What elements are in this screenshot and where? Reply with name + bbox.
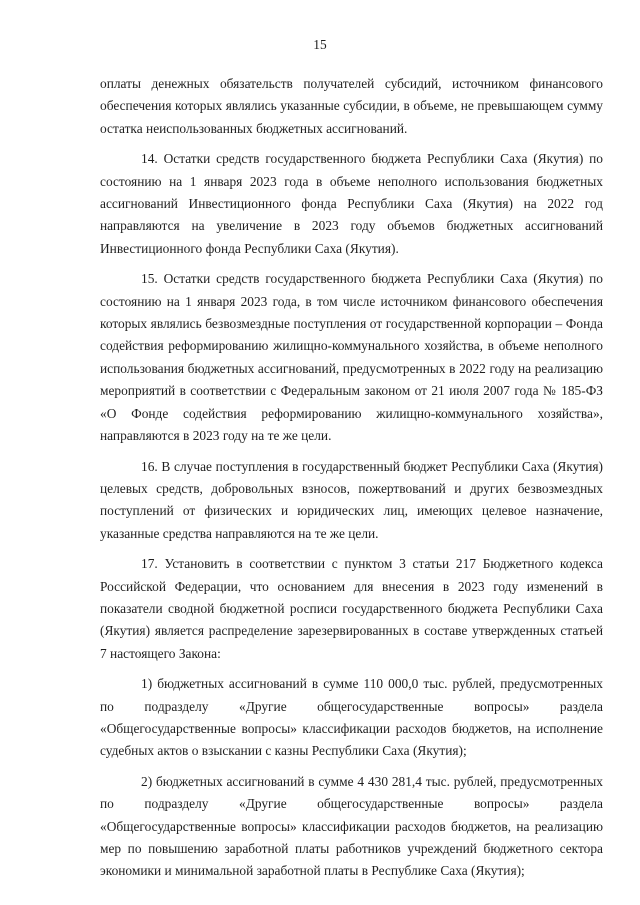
paragraph-17: 17. Установить в соответствии с пунктом 3 статьи 217 Бюджетного кодекса Российской Федерации, что основанием для внесения в 2023 году изменений в показатели сводной бюджетной росписи государственного бюджета Республики Саха (Якутия) является распределение зарезервированных в составе утвержденных статьей 7 настоящего Закона:: [100, 556, 603, 661]
paragraph-17-item-1: 1) бюджетных ассигнований в сумме 110 000,0 тыс. рублей, предусмотренных по подразделу «Другие общегосударственные вопросы» раздела «Общегосударственные вопросы» классификации расходов бюджетов, на исполнение судебных актов о взыскании с казны Республики Саха (Якутия);: [100, 676, 603, 759]
page-number: 15: [313, 37, 327, 52]
paragraph-16: 16. В случае поступления в государственный бюджет Республики Саха (Якутия) целевых средств, добровольных взносов, пожертвований и других безвозмездных поступлений от физических и юридических лиц, имеющих целевое назначение, указанные средства направляются на те же цели.: [100, 458, 603, 541]
paragraph-continuation: оплаты денежных обязательств получателей субсидий, источником финансового обеспечения которых являлись указанные субсидии, в объеме, не превышающем сумму остатка неиспользованных бюджетных ассигнований.: [100, 76, 603, 136]
document-body: [100, 73, 603, 883]
paragraph-15: 15. Остатки средств государственного бюджета Республики Саха (Якутия) по состоянию на 1 января 2023 года, в том числе источником финансового обеспечения которых являлись безвозмездные поступления от государственной корпорации – Фонда содействия реформированию жилищно-коммунального хозяйства, в объеме неполного использования бюджетных ассигнований, предусмотренных в 2022 году на реализацию мероприятий в соответствии с Федеральным законом от 21 июля 2007 года № 185-ФЗ «О Фонде содействия реформированию жилищно-коммунального хозяйства», направляются в 2023 году на те же цели.: [100, 271, 603, 444]
paragraph-17-item-2: 2) бюджетных ассигнований в сумме 4 430 281,4 тыс. рублей, предусмотренных по подразделу «Другие общегосударственные вопросы» раздела «Общегосударственные вопросы» классификации расходов бюджетов, на реализацию мер по повышению заработной платы работников учреждений бюджетного сектора экономики и минимальной заработной платы в Республике Саха (Якутия);: [100, 773, 603, 879]
paragraph-14: 14. Остатки средств государственного бюджета Республики Саха (Якутия) по состоянию на 1 января 2023 года в объеме неполного использования бюджетных ассигнований Инвестиционного фонда Республики Саха (Якутия) на 2022 год направляются на увеличение в 2023 году объемов бюджетных ассигнований Инвестиционного фонда Республики Саха (Якутия).: [100, 151, 603, 256]
